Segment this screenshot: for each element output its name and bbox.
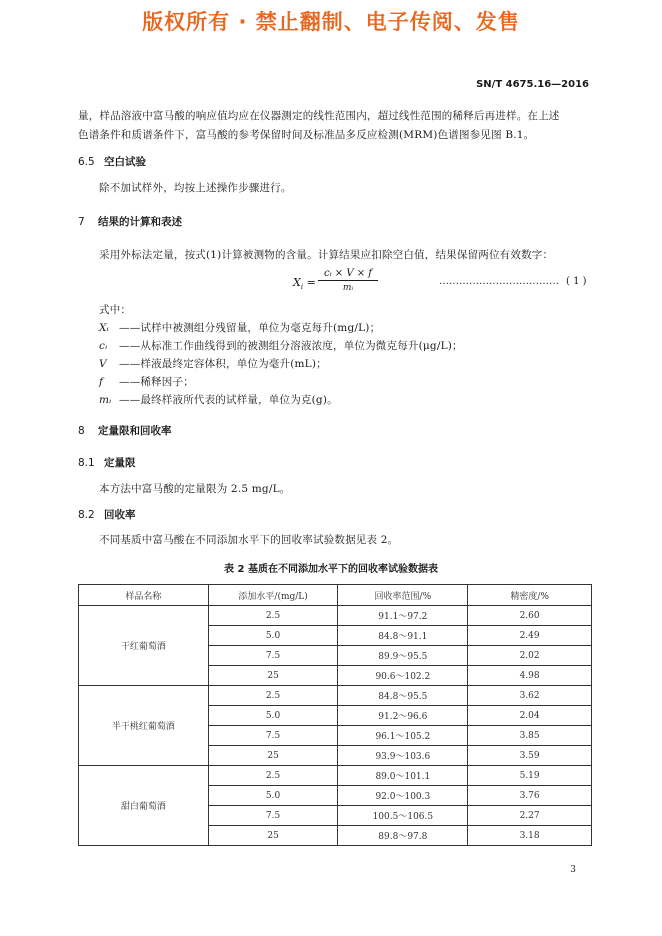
variable-symbol: cᵢ	[99, 340, 108, 352]
section-number: 7	[78, 216, 85, 228]
variable-description: ——稀释因子；	[119, 376, 194, 388]
sample-name-cell: 甜白葡萄酒	[79, 766, 209, 846]
table-cell: 100.5～106.5	[338, 806, 468, 826]
variable-description: ——最终样液所代表的试样量，单位为克(g)。	[119, 394, 338, 406]
table-cell: 92.0～100.3	[338, 786, 468, 806]
table-cell: 91.2～96.6	[338, 706, 468, 726]
table-cell: 84.8～91.1	[338, 626, 468, 646]
section-title: 结果的计算和表述	[98, 216, 182, 228]
table-cell: 91.1～97.2	[338, 606, 468, 626]
table-cell: 4.98	[468, 666, 592, 686]
table-cell: 7.5	[208, 646, 338, 666]
formula-lhs-symbol: X	[293, 276, 301, 289]
section-text: 除不加试样外，均按上述操作步骤进行。	[99, 182, 292, 194]
table-cell: 3.59	[468, 746, 592, 766]
section-number: 8	[78, 425, 85, 437]
table-cell: 2.04	[468, 706, 592, 726]
table-cell: 3.76	[468, 786, 592, 806]
standard-number: SN/T 4675.16—2016	[476, 79, 589, 90]
section-heading-8-1	[78, 455, 136, 470]
table-cell: 2.5	[208, 606, 338, 626]
table-header-row	[79, 585, 592, 606]
table-cell: 89.8～97.8	[338, 826, 468, 846]
section-text: 本方法中富马酸的定量限为 2.5 mg/L。	[99, 483, 291, 495]
table-cell: 7.5	[208, 726, 338, 746]
section-heading-8	[78, 423, 172, 438]
table-cell: 2.60	[468, 606, 592, 626]
variable-symbol: mᵢ	[99, 394, 112, 406]
section-text: 采用外标法定量，按式(1)计算被测物的含量。计算结果应扣除空白值，结果保留两位有效数字：	[99, 249, 554, 261]
section-text: 不同基质中富马酸在不同添加水平下的回收率试验数据见表 2。	[99, 534, 399, 546]
variable-definition	[99, 374, 194, 389]
section-heading-6-5	[78, 154, 146, 169]
paragraph-line: 量，样品溶液中富马酸的响应值均应在仪器测定的线性范围内，超过线性范围的稀释后再进样。在上述	[78, 110, 560, 122]
table-cell: 3.85	[468, 726, 592, 746]
table-header-cell: 样品名称	[79, 585, 209, 606]
section-number: 6.5	[78, 156, 95, 168]
section-title: 空白试验	[104, 156, 146, 168]
variable-description: ——试样中被测组分残留量，单位为毫克每升(mg/L)；	[119, 322, 381, 334]
table-cell: 96.1～105.2	[338, 726, 468, 746]
variable-definition	[99, 356, 327, 371]
sample-name-cell: 干红葡萄酒	[79, 606, 209, 686]
table-row	[79, 686, 592, 706]
table-cell: 5.0	[208, 706, 338, 726]
section-heading-8-2	[78, 507, 136, 522]
section-title: 回收率	[104, 509, 136, 521]
page-number: 3	[570, 865, 576, 875]
equation-number: ( 1 )	[566, 276, 587, 287]
section-heading-7	[78, 214, 182, 229]
table-cell: 2.49	[468, 626, 592, 646]
table-caption: 表 2 基质在不同添加水平下的回收率试验数据表	[224, 564, 438, 575]
where-label: 式中：	[99, 304, 132, 316]
section-number: 8.1	[78, 457, 95, 469]
formula-lhs-subscript: i	[300, 283, 304, 292]
variable-symbol: V	[99, 358, 107, 370]
table-header-cell: 添加水平/(mg/L)	[208, 585, 338, 606]
table-cell: 3.62	[468, 686, 592, 706]
table-cell: 93.9～103.6	[338, 746, 468, 766]
table-cell: 5.0	[208, 786, 338, 806]
section-number: 8.2	[78, 509, 95, 521]
variable-symbol: f	[99, 376, 104, 388]
formula-numerator: cᵢ × V × f	[318, 268, 378, 281]
table-row	[79, 766, 592, 786]
table-cell: 25	[208, 666, 338, 686]
table-cell: 5.0	[208, 626, 338, 646]
table-cell: 2.5	[208, 686, 338, 706]
table-cell: 84.8～95.5	[338, 686, 468, 706]
table-cell: 5.19	[468, 766, 592, 786]
table-cell: 89.9～95.5	[338, 646, 468, 666]
table-cell: 2.5	[208, 766, 338, 786]
variable-definition	[99, 392, 338, 407]
variable-description: ——从标准工作曲线得到的被测组分溶液浓度，单位为微克每升(μg/L)；	[119, 340, 463, 352]
section-title: 定量限和回收率	[98, 425, 172, 437]
table-cell: 90.6～102.2	[338, 666, 468, 686]
formula-fraction	[318, 268, 378, 293]
table-cell: 25	[208, 826, 338, 846]
watermark: 版权所有 · 禁止翻制、电子传阅、发售	[142, 10, 520, 34]
table-cell: 89.0～101.1	[338, 766, 468, 786]
formula-denominator: mᵢ	[342, 283, 354, 293]
variable-symbol: Xᵢ	[99, 322, 109, 334]
table-header-cell: 回收率范围/%	[338, 585, 468, 606]
recovery-table	[78, 584, 592, 846]
table-header-cell: 精密度/%	[468, 585, 592, 606]
table-cell: 7.5	[208, 806, 338, 826]
sample-name-cell: 半干桃红葡萄酒	[79, 686, 209, 766]
variable-definition	[99, 338, 463, 353]
variable-description: ——样液最终定容体积，单位为毫升(mL)；	[119, 358, 327, 370]
table-row	[79, 606, 592, 626]
table-cell: 25	[208, 746, 338, 766]
paragraph-line: 色谱条件和质谱条件下，富马酸的参考保留时间及标准品多反应检测(MRM)色谱图参见图 B.1。	[78, 129, 535, 141]
formula-leader-dots: ………………………………	[439, 276, 559, 287]
formula-lhs	[293, 276, 316, 291]
table-cell: 3.18	[468, 826, 592, 846]
formula-equals: =	[306, 276, 316, 289]
section-title: 定量限	[104, 457, 136, 469]
table-cell: 2.02	[468, 646, 592, 666]
table-cell: 2.27	[468, 806, 592, 826]
variable-definition	[99, 320, 380, 335]
